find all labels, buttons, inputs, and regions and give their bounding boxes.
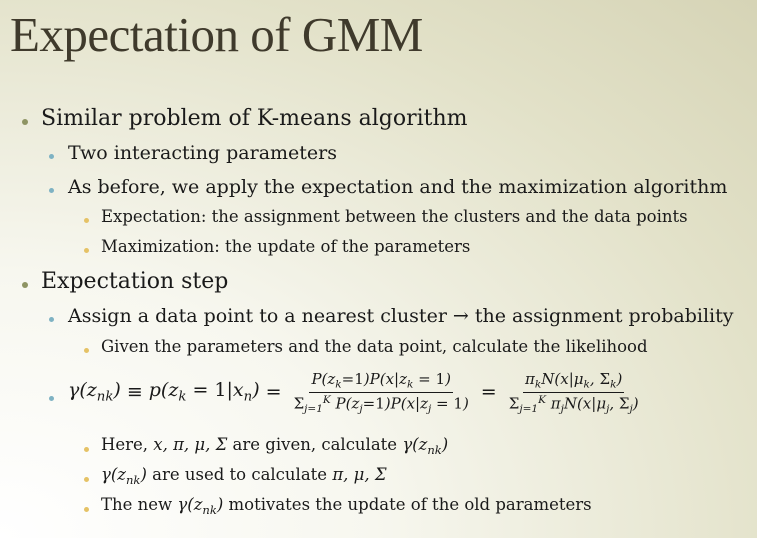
gaussian-fraction: $\frac{\pi_kN(x|\mu_k, \Sigma_k)}{\Sigma_{j=1}^K \pi_jN(x|\mu_j, \Sigma_j)}$ xyxy=(508,370,639,415)
bullet-icon xyxy=(84,348,89,353)
bullet-icon xyxy=(49,188,54,193)
bullet-icon xyxy=(49,396,54,401)
bullet-icon xyxy=(84,447,89,452)
bullet-icon xyxy=(22,119,28,125)
bullet-icon xyxy=(22,282,28,288)
bullet-icon xyxy=(84,248,89,253)
bullet-similar-problem: Similar problem of K-means algorithm xyxy=(41,106,468,131)
bullet-here-given: Here, x, π, μ, Σ are given, calculate $\gamma(z_{nk})$ xyxy=(101,435,449,458)
bullet-icon xyxy=(84,477,89,482)
bayes-fraction: $\frac{P(z_k=1)P(x|z_k = 1)}{\Sigma_{j=1}^K P(z_j=1)P(x|z_j = 1)}$ xyxy=(293,370,469,415)
bullet-icon xyxy=(84,507,89,512)
bullet-expectation-def: Expectation: the assignment between the clusters and the data points xyxy=(101,207,688,226)
bullet-as-before: As before, we apply the expectation and the maximization algorithm xyxy=(68,176,728,198)
slide-title: Expectation of GMM xyxy=(10,7,423,62)
bullet-assign: Assign a data point to a nearest cluster → the assignment probability xyxy=(68,305,734,327)
bullet-icon xyxy=(49,154,54,159)
bullet-maximization-def: Maximization: the update of the parameters xyxy=(101,237,471,256)
bullet-expectation-step: Expectation step xyxy=(41,269,229,294)
bullet-two-parameters: Two interacting parameters xyxy=(68,142,338,164)
bullet-new-gamma: The new $\gamma(z_{nk})$ motivates the update of the old parameters xyxy=(101,495,592,518)
bullet-used-to-calculate: $\gamma(z_{nk})$ are used to calculate π, μ, Σ xyxy=(101,465,387,488)
bullet-icon xyxy=(84,218,89,223)
bullet-given: Given the parameters and the data point, calculate the likelihood xyxy=(101,337,648,356)
responsibility-formula: $\gamma(z_{nk})$ ≡ $p(z_k = 1|x_n)$ = $\frac{P(z_k=1)P(x|z_k = 1)}{\Sigma_{j=1}^K P(z_j=1)P(x|z_j = 1)}$ = $\frac{\pi_kN(x|\mu_k, \Sigma_k)}{\Sigma_{j=1}^K \pi_jN(x|\mu_j, \Sigma_j)}$ xyxy=(68,370,639,415)
bullet-icon xyxy=(49,317,54,322)
